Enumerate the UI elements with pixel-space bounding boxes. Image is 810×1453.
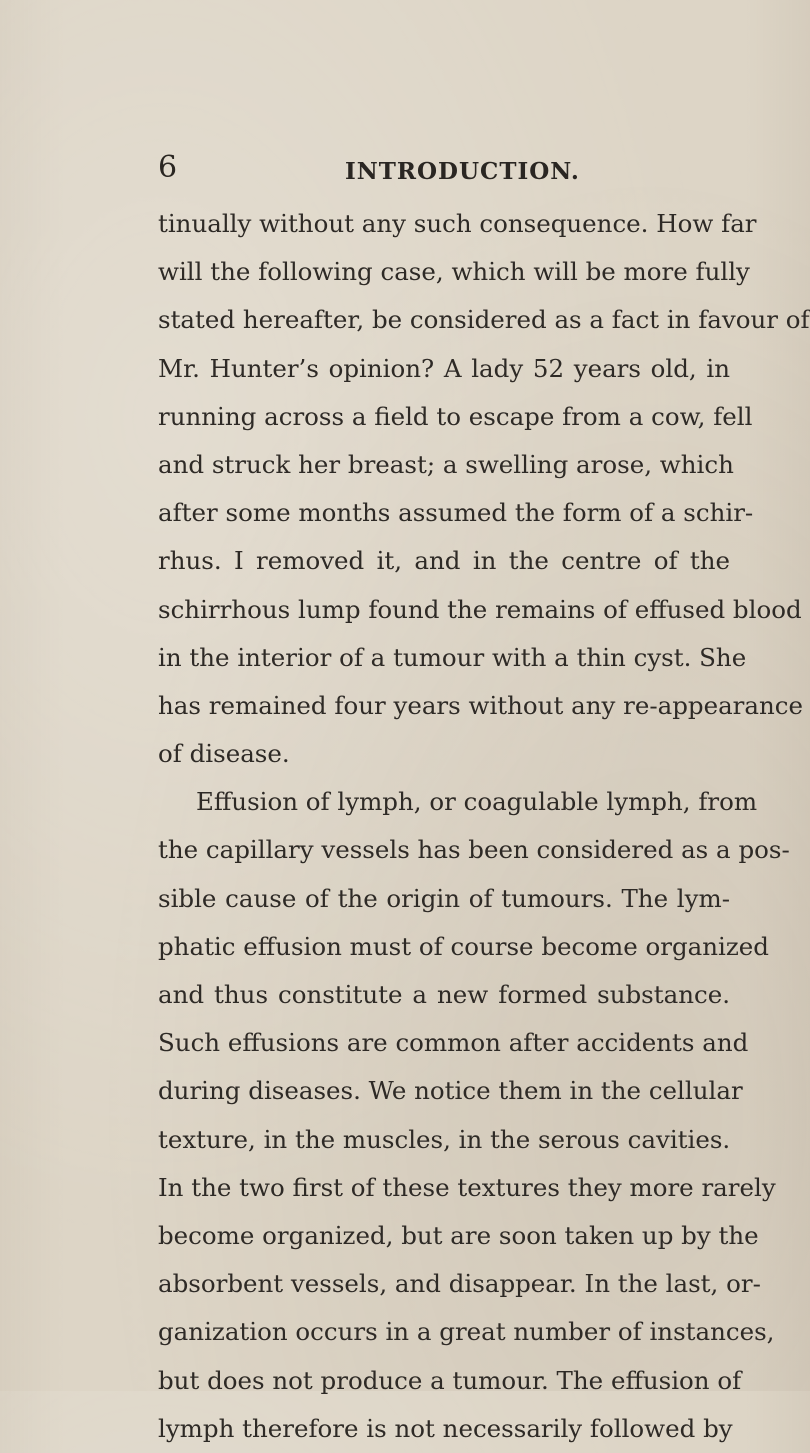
paragraph-start-line: Effusion of lymph, or coagulable lymph, from <box>196 787 758 817</box>
text-line: after some months assumed the form of a schir- <box>158 498 754 528</box>
text-line: will the following case, which will be more fully <box>158 257 750 287</box>
body-text <box>158 200 810 1453</box>
text-line: and thus constitute a new formed substance. <box>158 980 730 1009</box>
text-line: but does not produce a tumour. The effusion of <box>158 1365 742 1395</box>
text-line: running across a field to escape from a cow, fell <box>158 401 753 431</box>
text-line: the capillary vessels has been considered as a pos- <box>158 835 790 865</box>
text-line: in the interior of a tumour with a thin cyst. She <box>158 642 747 672</box>
text-line: tinually without any such consequence. How far <box>158 209 757 238</box>
paragraph-end-line: of disease. <box>158 739 290 769</box>
text-line: ganization occurs in a great number of instances, <box>158 1317 775 1347</box>
text-line: become organized, but are soon taken up by the <box>158 1220 759 1250</box>
text-line: absorbent vessels, and disappear. In the last, or- <box>158 1269 761 1299</box>
text-line: Mr. Hunter’s opinion? A lady 52 years old, in <box>158 353 730 383</box>
text-line: sible cause of the origin of tumours. The lym- <box>158 883 730 913</box>
page-header <box>0 150 800 200</box>
text-line: and struck her breast; a swelling arose, which <box>158 449 734 479</box>
text-line: In the two first of these textures they more rarely <box>158 1172 776 1202</box>
text-line: stated hereafter, be considered as a fact in favour of <box>158 305 810 335</box>
page-number: 6 <box>158 150 178 185</box>
text-line: has remained four years without any re-appearance <box>158 690 803 720</box>
text-line: Such effusions are common after accidents and <box>158 1028 749 1058</box>
text-line: texture, in the muscles, in the serous cavities. <box>158 1124 731 1154</box>
text-line: rhus. I removed it, and in the centre of the <box>158 546 730 576</box>
text-line: schirrhous lump found the remains of effused blood <box>158 594 802 624</box>
text-line: lymph therefore is not necessarily followed by <box>158 1413 733 1443</box>
running-head: INTRODUCTION. <box>345 158 580 185</box>
text-line: during diseases. We notice them in the cellular <box>158 1076 743 1106</box>
text-line: phatic effusion must of course become organized <box>158 931 769 961</box>
